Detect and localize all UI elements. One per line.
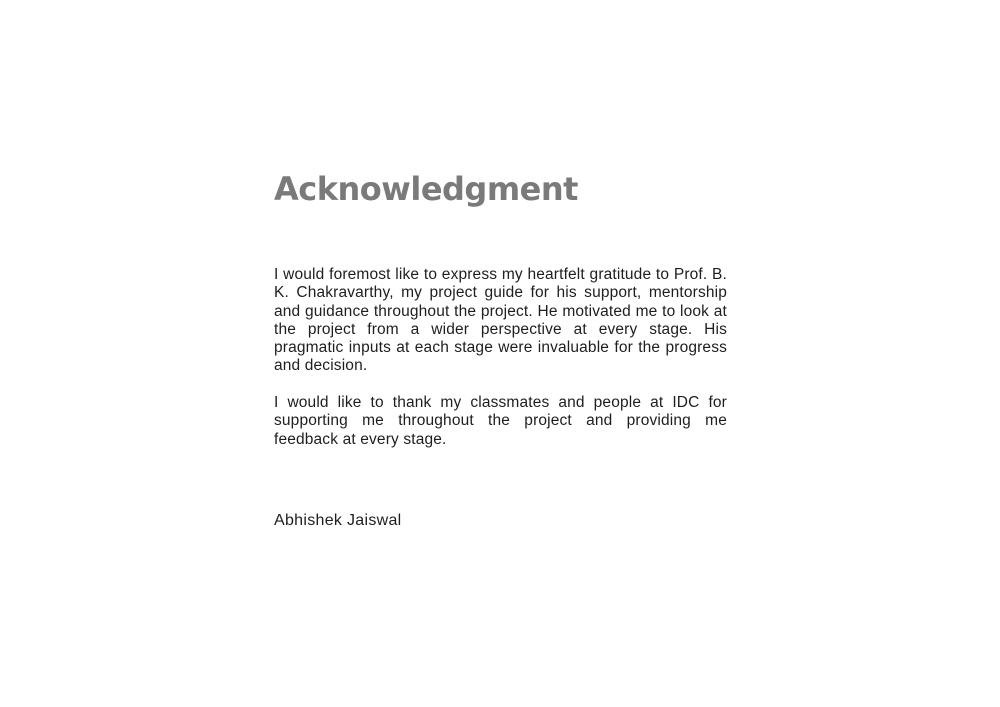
page-title: Acknowledgment: [274, 170, 578, 208]
body-paragraph-thanks: I would like to thank my classmates and people at IDC for supporting me throughout the project and providing me feedback at every stage.: [274, 394, 727, 448]
body-paragraph-gratitude: I would foremost like to express my heartfelt gratitude to Prof. B. K. Chakravarthy, my project guide for his support, mentorship and guidance throughout the project. He motivated me to look at the project from a wider perspective at every stage. His pragmatic inputs at each stage were invaluable for the progress and decision.: [274, 266, 727, 375]
author-signature: Abhishek Jaiswal: [274, 512, 402, 529]
acknowledgment-section: [274, 168, 727, 529]
